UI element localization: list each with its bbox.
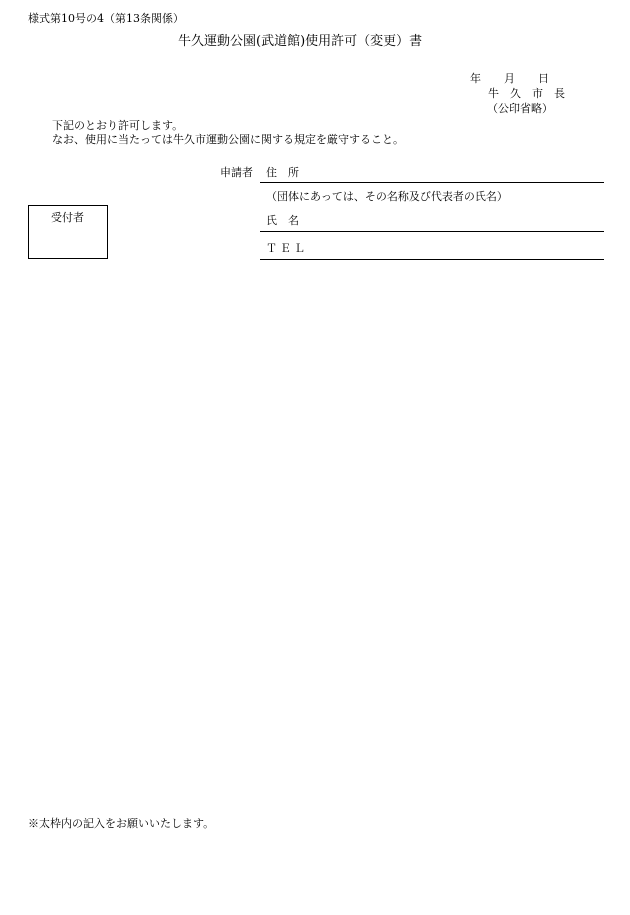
date-year: 年 — [470, 72, 481, 85]
tel-label: ＴＥＬ — [266, 242, 308, 255]
intro-line-2: なお、使用に当たっては牛久市運動公園に関する規定を厳守すること。 — [52, 133, 404, 146]
applicant-label: 申請者 — [220, 166, 253, 179]
receiver-box[interactable] — [28, 205, 108, 259]
receiver-label: 受付者 — [51, 211, 84, 224]
date-month: 月 — [504, 72, 515, 85]
intro-line-1: 下記のとおり許可します。 — [52, 119, 184, 132]
date-day: 日 — [538, 72, 549, 85]
org-note: （団体にあっては、その名称及び代表者の氏名） — [266, 190, 508, 203]
name-line — [260, 231, 604, 232]
footnote: ※太枠内の記入をお願いいたします。 — [28, 817, 215, 830]
seal-note: （公印省略） — [487, 102, 553, 115]
address-label: 住 所 — [266, 166, 299, 179]
name-label: 氏 名 — [266, 214, 299, 227]
issuer: 牛 久 市 長 — [488, 87, 565, 100]
tel-line — [260, 259, 604, 260]
page-title: 牛久運動公園(武道館)使用許可（変更）書 — [178, 34, 423, 49]
form-number: 様式第10号の4（第13条関係） — [28, 12, 184, 25]
address-line — [260, 182, 604, 183]
